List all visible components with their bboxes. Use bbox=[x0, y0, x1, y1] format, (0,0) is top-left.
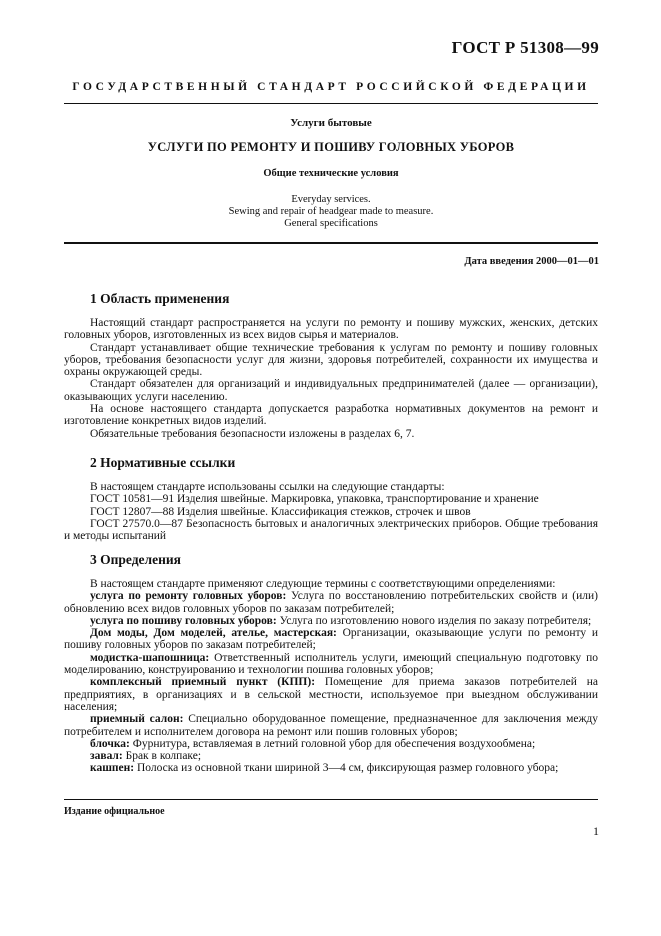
paragraph: Стандарт обязателен для организаций и индивидуальных предпринимателей (далее — организации), оказывающих услуги населению. bbox=[64, 378, 598, 403]
definition-item bbox=[64, 713, 598, 738]
paragraph: Обязательные требования безопасности изложены в разделах 6, 7. bbox=[90, 427, 415, 440]
definition-term: услуга по ремонту головных уборов: bbox=[90, 590, 287, 603]
definition-term: комплексный приемный пункт (КПП): bbox=[90, 676, 316, 689]
gost-number: ГОСТ Р 51308—99 bbox=[451, 38, 599, 57]
english-title-line: Everyday services. bbox=[291, 194, 371, 205]
definition-item bbox=[64, 615, 598, 627]
definition-item bbox=[64, 652, 598, 677]
definition-item bbox=[64, 676, 598, 713]
paragraph: Стандарт устанавливает общие технические требования к услугам по ремонту и пошиву головных уборов, требования безопасности услуг для жизни, здоровья потребителей, сохранности их имущества и охраны окружающей среды. bbox=[64, 341, 598, 379]
definition-text: Помещение для приема заказов потребителей на предприятиях, в организациях и в сельской местности, используемое при выездном обслуживании населения; bbox=[64, 676, 598, 713]
reference-item: ГОСТ 12807—88 Изделия швейные. Классификация стежков, строчек и швов bbox=[90, 505, 471, 518]
paragraph: В настоящем стандарте применяют следующие термины с соответствующими определениями: bbox=[90, 578, 556, 590]
introduction-date: Дата введения 2000—01—01 bbox=[464, 256, 599, 267]
page-number: 1 bbox=[593, 824, 599, 838]
official-edition-note: Издание официальное bbox=[64, 806, 165, 817]
section-heading: 2 Нормативные ссылки bbox=[90, 455, 236, 470]
english-title bbox=[64, 194, 598, 230]
paragraph: В настоящем стандарте использованы ссылки на следующие стандарты: bbox=[90, 481, 445, 493]
standard-subject: Услуги бытовые bbox=[290, 117, 372, 129]
definition-term: блочка: bbox=[90, 737, 130, 750]
definition-text: Ответственный исполнитель услуги, имеющий специальную подготовку по моделированию, конструированию и технологии пошива головных уборов; bbox=[64, 651, 598, 677]
definition-term: модистка-шапошница: bbox=[90, 651, 210, 664]
header-divider bbox=[64, 103, 598, 104]
definition-item bbox=[64, 627, 598, 652]
definition-term: кашпен: bbox=[90, 762, 135, 775]
definition-term: приемный салон: bbox=[90, 713, 184, 726]
definition-text: Полоска из основной ткани шириной 3—4 см, фиксирующая размер головного убора; bbox=[134, 762, 559, 775]
standard-main-title: УСЛУГИ ПО РЕМОНТУ И ПОШИВУ ГОЛОВНЫХ УБОРОВ bbox=[147, 140, 515, 154]
section-heading: 3 Определения bbox=[90, 552, 181, 567]
section-definitions bbox=[64, 552, 598, 775]
definition-text: Фурнитура, вставляемая в летний головной убор для обеспечения воздухообмена; bbox=[129, 737, 536, 750]
title-divider bbox=[64, 242, 598, 244]
definition-text: Организации, оказывающие услуги по ремонту и пошиву головных уборов по заказам потребителей; bbox=[64, 627, 598, 652]
paragraph: Настоящий стандарт распространяется на услуги по ремонту и пошиву мужских, женских, детских головных уборов, изготовленных из всех видов сырья и материалов. bbox=[64, 317, 598, 342]
footer-divider bbox=[64, 799, 598, 800]
definition-text: Услуга по восстановлению потребительских свойств и (или) обновлению всех видов головных уборов по заказам потребителей; bbox=[64, 590, 599, 615]
definition-term: завал: bbox=[90, 750, 123, 763]
section-heading: 1 Область применения bbox=[90, 291, 230, 306]
reference-item: ГОСТ 10581—91 Изделия швейные. Маркировка, упаковка, транспортирование и хранение bbox=[90, 493, 539, 506]
definition-term: Дом моды, Дом моделей, ателье, мастерская: bbox=[90, 627, 337, 640]
definition-item bbox=[64, 762, 598, 774]
definition-text: Специально оборудованное помещение, предназначенное для заключения между потребителем и исполнителем договора на ремонт или пошив головных уборов; bbox=[64, 713, 599, 738]
standard-subtitle: Общие технические условия bbox=[263, 168, 399, 179]
definition-term: услуга по пошиву головных уборов: bbox=[90, 614, 277, 627]
definition-text: Услуга по изготовлению нового изделия по заказу потребителя; bbox=[276, 614, 592, 627]
english-title-line: Sewing and repair of headgear made to measure. bbox=[228, 206, 434, 217]
section-scope bbox=[64, 291, 598, 440]
state-standard-title: ГОСУДАРСТВЕННЫЙ СТАНДАРТ РОССИЙСКОЙ ФЕДЕРАЦИИ bbox=[72, 81, 590, 93]
section-references bbox=[64, 455, 598, 542]
definition-item bbox=[64, 750, 598, 762]
definition-item bbox=[64, 590, 598, 615]
definition-text: Брак в колпаке; bbox=[122, 750, 202, 763]
reference-item: ГОСТ 27570.0—87 Безопасность бытовых и аналогичных электрических приборов. Общие требования и методы испытаний bbox=[64, 517, 598, 543]
english-title-line: General specifications bbox=[284, 218, 378, 229]
paragraph: На основе настоящего стандарта допускается разработка нормативных документов на ремонт и изготовление конкретных видов изделий. bbox=[64, 403, 598, 428]
definition-item bbox=[64, 738, 598, 750]
